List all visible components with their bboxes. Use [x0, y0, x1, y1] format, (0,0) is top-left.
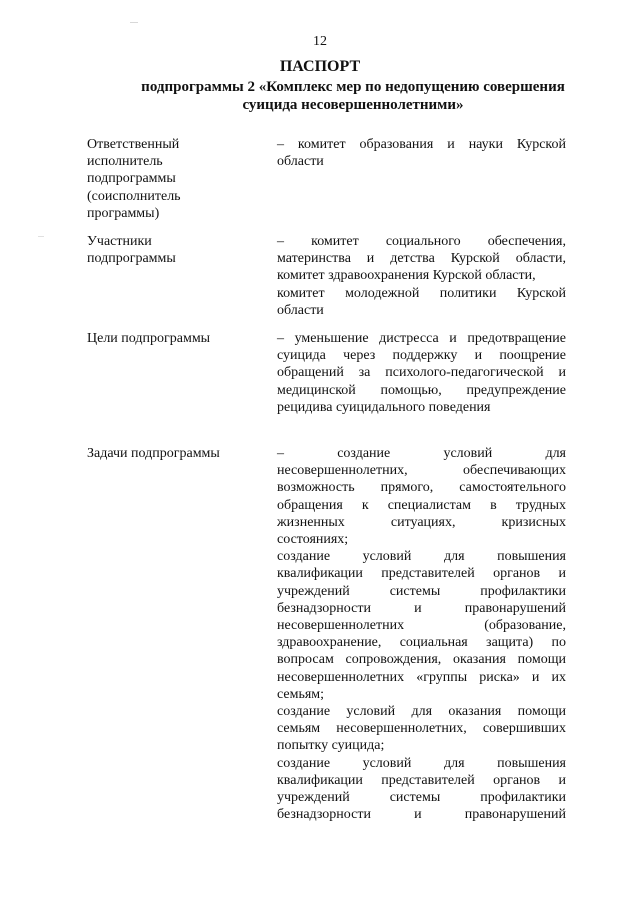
value-line: состояниях;	[277, 532, 349, 548]
label-line: подпрограммы	[87, 171, 176, 187]
value-line: безнадзорности и правонарушений	[277, 807, 566, 823]
value-line: квалификации представителей органов и	[277, 772, 566, 788]
value-line: здравоохранение, социальная защита) по	[277, 635, 566, 651]
value-line: материнства и детства Курской области,	[277, 251, 566, 267]
value-line: несовершеннолетних, обеспечивающих	[277, 463, 566, 479]
row-label	[87, 445, 257, 462]
row-label	[87, 136, 257, 222]
value-line: медицинской помощью, предупреждение	[277, 382, 566, 398]
value-line: области	[277, 154, 324, 170]
subtitle-line: суицида несовершеннолетними»	[242, 97, 464, 113]
value-line: возможность прямого, самостоятельного	[277, 480, 566, 496]
value-line: семьям несовершеннолетних, совершивших	[277, 721, 566, 737]
value-line: безнадзорности и правонарушений	[277, 600, 566, 616]
value-line: учреждений системы профилактики	[277, 790, 566, 806]
value-line: несовершеннолетних (образование,	[277, 618, 566, 634]
scan-artifact	[130, 22, 138, 23]
document-title: ПАСПОРТ	[279, 58, 361, 75]
label-line: Цели подпрограммы	[87, 331, 211, 346]
subtitle-line: подпрограммы 2 «Комплекс мер по недопущению совершения	[141, 79, 565, 95]
label-line: Участники	[87, 234, 152, 249]
label-line: подпрограммы	[87, 251, 176, 267]
value-line: – комитет образования и науки Курской	[277, 137, 566, 152]
value-line: создание условий для оказания помощи	[277, 704, 566, 720]
value-line: рецидива суицидального поведения	[277, 399, 491, 415]
page-number: 12	[313, 34, 327, 49]
value-line: комитет молодежной политики Курской	[277, 285, 566, 301]
row-label	[87, 233, 257, 267]
document-subtitle	[120, 78, 586, 114]
value-line: создание условий для повышения	[277, 755, 566, 771]
value-line: обращений за психолого-педагогической и	[277, 365, 566, 381]
label-line: (соисполнитель	[87, 188, 181, 204]
value-line: учреждений системы профилактики	[277, 583, 566, 599]
value-line: области	[277, 302, 324, 318]
row-value	[277, 445, 566, 823]
row-value	[277, 233, 566, 319]
value-line: попытку суицида;	[277, 738, 385, 754]
row-label	[87, 330, 257, 347]
label-line: Ответственный	[87, 137, 180, 152]
value-line: – комитет социального обеспечения,	[277, 234, 566, 249]
value-line: обращения к специалистам в трудных	[277, 497, 566, 513]
value-line: жизненных ситуациях, кризисных	[277, 514, 566, 530]
value-line: семьям;	[277, 686, 325, 702]
value-line: комитет здравоохранения Курской области,	[277, 268, 536, 284]
value-line: – уменьшение дистресса и предотвращение	[277, 331, 566, 346]
scan-artifact	[38, 236, 44, 237]
label-line: программы)	[87, 205, 160, 221]
value-line: – создание условий для	[277, 446, 566, 461]
value-line: квалификации представителей органов и	[277, 566, 566, 582]
label-line: исполнитель	[87, 154, 163, 170]
row-value	[277, 330, 566, 416]
label-line: Задачи подпрограммы	[87, 446, 220, 461]
row-value	[277, 136, 566, 170]
value-line: суицида через поддержку и поощрение	[277, 348, 566, 364]
value-line: создание условий для повышения	[277, 549, 566, 565]
value-line: несовершеннолетних «группы риска» и их	[277, 669, 566, 685]
value-line: вопросам сопровождения, оказания помощи	[277, 652, 566, 668]
